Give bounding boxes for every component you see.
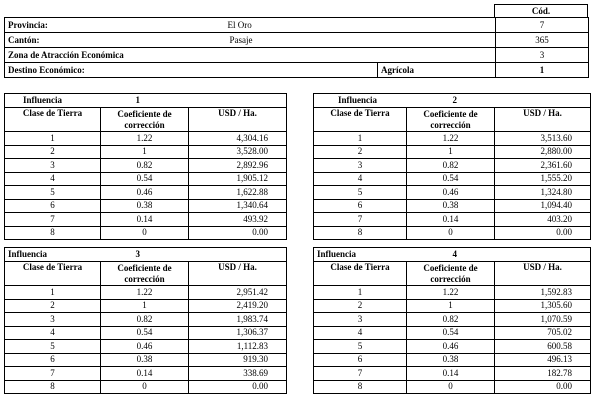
clase-cell: 3 <box>314 159 407 173</box>
coef-cell: 0.82 <box>101 159 189 173</box>
row-canton <box>5 33 589 48</box>
table-row <box>314 299 591 313</box>
usd-cell: 182.78 <box>495 367 591 381</box>
usd-cell: 1,555.20 <box>495 172 591 186</box>
coef-cell: 0.38 <box>407 353 495 367</box>
usd-cell: 1,306.37 <box>189 326 287 340</box>
canton-code: 365 <box>496 33 589 48</box>
cod-label: Cód. <box>531 6 551 16</box>
clase-cell: 6 <box>5 353 101 367</box>
table-row <box>314 326 591 340</box>
table-row <box>314 186 591 200</box>
table-row <box>314 172 591 186</box>
usd-cell: 1,070.59 <box>495 313 591 327</box>
clase-cell: 2 <box>314 145 407 159</box>
usd-cell: 600.58 <box>495 340 591 354</box>
influencia-table-4 <box>313 247 591 394</box>
table-row <box>5 353 287 367</box>
table-row <box>5 299 287 313</box>
usd-cell: 2,951.42 <box>189 286 287 300</box>
table-row <box>314 145 591 159</box>
coef-cell: 1.22 <box>101 132 189 146</box>
table-row <box>5 213 287 227</box>
table-row <box>314 286 591 300</box>
coef-cell: 0.46 <box>101 186 189 200</box>
coef-cell: 1 <box>101 299 189 313</box>
influencia-number: 1 <box>101 94 189 108</box>
clase-cell: 5 <box>314 186 407 200</box>
table-row <box>314 367 591 381</box>
clase-cell: 1 <box>5 286 101 300</box>
coef-cell: 0 <box>101 226 189 240</box>
col-usd-header: USD / Ha. <box>495 108 591 132</box>
usd-cell: 1,340.64 <box>189 199 287 213</box>
col-usd-header: USD / Ha. <box>189 262 287 286</box>
table-row <box>5 199 287 213</box>
clase-cell: 1 <box>314 132 407 146</box>
col-coef-header: Coeficiente de corrección <box>101 108 189 132</box>
clase-cell: 4 <box>5 172 101 186</box>
usd-cell: 403.20 <box>495 213 591 227</box>
influencia-label: Influencia <box>314 94 407 108</box>
table-row <box>5 186 287 200</box>
clase-cell: 6 <box>5 199 101 213</box>
destino-value: Agrícola <box>378 63 496 78</box>
table-row <box>314 199 591 213</box>
coef-cell: 0.54 <box>101 326 189 340</box>
usd-cell: 2,361.60 <box>495 159 591 173</box>
influencia-number: 3 <box>101 248 189 262</box>
table-row <box>314 132 591 146</box>
table-row <box>5 340 287 354</box>
influencia-number: 2 <box>407 94 495 108</box>
table-row <box>5 380 287 394</box>
clase-cell: 3 <box>314 313 407 327</box>
clase-cell: 7 <box>314 367 407 381</box>
influencia-label: Influencia <box>314 248 407 262</box>
usd-cell: 0.00 <box>189 380 287 394</box>
table-row <box>5 132 287 146</box>
influencia-table-3 <box>4 247 287 394</box>
coef-cell: 0.82 <box>407 313 495 327</box>
usd-cell: 0.00 <box>189 226 287 240</box>
column-header-row <box>5 108 287 132</box>
usd-cell: 1,592.83 <box>495 286 591 300</box>
col-clase-header: Clase de Tierra <box>5 108 101 132</box>
header-table <box>4 17 589 78</box>
col-clase-header: Clase de Tierra <box>314 108 407 132</box>
table-body <box>5 286 287 394</box>
coef-cell: 0.14 <box>407 213 495 227</box>
table-body <box>5 132 287 240</box>
usd-cell: 1,094.40 <box>495 199 591 213</box>
table-row <box>5 226 287 240</box>
usd-cell: 4,304.16 <box>189 132 287 146</box>
usd-cell: 2,892.96 <box>189 159 287 173</box>
cod-header-cell <box>494 4 588 18</box>
clase-cell: 2 <box>5 299 101 313</box>
column-header-row <box>5 262 287 286</box>
usd-cell: 1,112.83 <box>189 340 287 354</box>
coef-cell: 0.46 <box>407 186 495 200</box>
canton-value: Pasaje <box>230 33 348 48</box>
table-row <box>5 159 287 173</box>
coef-cell: 0.82 <box>101 313 189 327</box>
usd-cell: 2,419.20 <box>189 299 287 313</box>
coef-cell: 0.54 <box>407 326 495 340</box>
coef-cell: 0 <box>407 226 495 240</box>
coef-cell: 1.22 <box>407 286 495 300</box>
provincia-label: Provincia: <box>5 18 378 33</box>
usd-cell: 3,528.00 <box>189 145 287 159</box>
influencia-number: 4 <box>407 248 495 262</box>
coef-cell: 0.54 <box>407 172 495 186</box>
usd-cell: 1,622.88 <box>189 186 287 200</box>
usd-cell: 919.30 <box>189 353 287 367</box>
influencia-title-row <box>314 248 591 262</box>
usd-cell: 338.69 <box>189 367 287 381</box>
table-row <box>314 340 591 354</box>
canton-label: Cantón: <box>5 33 378 48</box>
usd-cell: 2,880.00 <box>495 145 591 159</box>
table-body <box>314 286 591 394</box>
table-row <box>314 213 591 227</box>
coef-cell: 1 <box>407 299 495 313</box>
table-row <box>5 145 287 159</box>
destino-label: Destino Económico: <box>5 63 378 78</box>
influencia-title-row <box>5 94 287 108</box>
clase-cell: 6 <box>314 353 407 367</box>
coef-cell: 0.54 <box>101 172 189 186</box>
coef-cell: 0.46 <box>101 340 189 354</box>
zona-code: 3 <box>496 48 589 63</box>
coef-cell: 1.22 <box>101 286 189 300</box>
table-row <box>5 172 287 186</box>
col-clase-header: Clase de Tierra <box>5 262 101 286</box>
clase-cell: 7 <box>5 367 101 381</box>
coef-cell: 0.82 <box>407 159 495 173</box>
coef-cell: 1 <box>101 145 189 159</box>
col-clase-header: Clase de Tierra <box>314 262 407 286</box>
table-row <box>5 313 287 327</box>
influencia-title-row <box>314 94 591 108</box>
clase-cell: 1 <box>314 286 407 300</box>
destino-code: 1 <box>496 63 589 78</box>
clase-cell: 4 <box>5 326 101 340</box>
usd-cell: 0.00 <box>495 380 591 394</box>
provincia-code: 7 <box>496 18 589 33</box>
empty-cell <box>189 94 287 108</box>
clase-cell: 8 <box>5 226 101 240</box>
clase-cell: 5 <box>314 340 407 354</box>
influencia-label: Influencia <box>5 94 101 108</box>
row-destino <box>5 63 589 78</box>
usd-cell: 705.02 <box>495 326 591 340</box>
col-usd-header: USD / Ha. <box>189 108 287 132</box>
usd-cell: 1,905.12 <box>189 172 287 186</box>
usd-cell: 1,324.80 <box>495 186 591 200</box>
usd-cell: 493.92 <box>189 213 287 227</box>
influencia-label: Influencia <box>5 248 101 262</box>
clase-cell: 3 <box>5 159 101 173</box>
coef-cell: 0.38 <box>101 199 189 213</box>
col-usd-header: USD / Ha. <box>495 262 591 286</box>
coef-cell: 1.22 <box>407 132 495 146</box>
usd-cell: 1,305.60 <box>495 299 591 313</box>
influencia-table-2 <box>313 93 591 240</box>
influencia-title-row <box>5 248 287 262</box>
clase-cell: 8 <box>314 226 407 240</box>
clase-cell: 4 <box>314 326 407 340</box>
clase-cell: 2 <box>5 145 101 159</box>
row-provincia <box>5 18 589 33</box>
table-row <box>314 226 591 240</box>
table-row <box>5 326 287 340</box>
clase-cell: 6 <box>314 199 407 213</box>
column-header-row <box>314 108 591 132</box>
table-row <box>314 159 591 173</box>
column-header-row <box>314 262 591 286</box>
empty-cell <box>495 94 591 108</box>
clase-cell: 7 <box>314 213 407 227</box>
table-row <box>5 367 287 381</box>
zona-label: Zona de Atracción Económica <box>5 48 496 63</box>
usd-cell: 0.00 <box>495 226 591 240</box>
col-coef-header: Coeficiente de corrección <box>101 262 189 286</box>
empty-cell <box>189 248 287 262</box>
coef-cell: 0.38 <box>407 199 495 213</box>
coef-cell: 0.14 <box>101 367 189 381</box>
usd-cell: 3,513.60 <box>495 132 591 146</box>
table-body <box>314 132 591 240</box>
coef-cell: 0.14 <box>101 213 189 227</box>
row-zona <box>5 48 589 63</box>
coef-cell: 0.46 <box>407 340 495 354</box>
clase-cell: 7 <box>5 213 101 227</box>
coef-cell: 0 <box>101 380 189 394</box>
provincia-value: El Oro <box>228 18 346 33</box>
coef-cell: 0 <box>407 380 495 394</box>
coef-cell: 1 <box>407 145 495 159</box>
clase-cell: 5 <box>5 340 101 354</box>
col-coef-header: Coeficiente de corrección <box>407 262 495 286</box>
influencia-table-1 <box>4 93 287 240</box>
table-row <box>314 353 591 367</box>
clase-cell: 8 <box>314 380 407 394</box>
usd-cell: 496.13 <box>495 353 591 367</box>
clase-cell: 3 <box>5 313 101 327</box>
usd-cell: 1,983.74 <box>189 313 287 327</box>
clase-cell: 5 <box>5 186 101 200</box>
table-row <box>5 286 287 300</box>
clase-cell: 8 <box>5 380 101 394</box>
table-row <box>314 313 591 327</box>
col-coef-header: Coeficiente de corrección <box>407 108 495 132</box>
coef-cell: 0.14 <box>407 367 495 381</box>
coef-cell: 0.38 <box>101 353 189 367</box>
clase-cell: 1 <box>5 132 101 146</box>
table-row <box>314 380 591 394</box>
empty-cell <box>495 248 591 262</box>
clase-cell: 2 <box>314 299 407 313</box>
clase-cell: 4 <box>314 172 407 186</box>
